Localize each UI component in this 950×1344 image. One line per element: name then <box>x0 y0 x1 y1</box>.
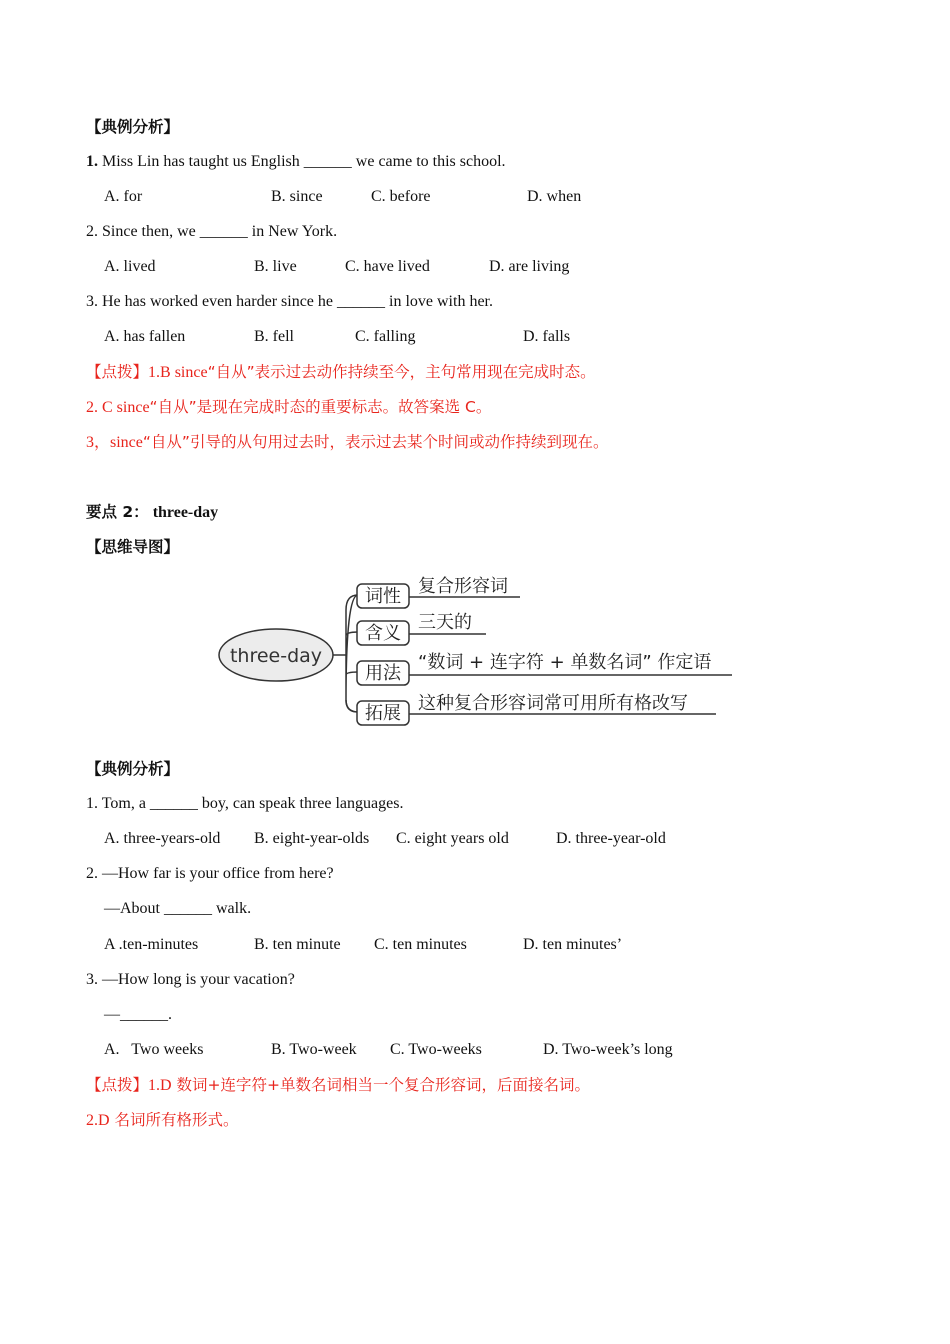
question-text: Miss Lin has taught us English ______ we came to this school. <box>102 153 506 170</box>
option-1d: D. when <box>527 188 582 205</box>
question-number: 3. <box>86 293 98 310</box>
option-2c: C. have lived <box>345 258 430 275</box>
hint-ref: 2. C since <box>86 399 150 416</box>
branch-text: 复合形容词 <box>418 576 508 597</box>
hint-body: 名词所有格形式。 <box>109 1111 239 1129</box>
branch-text: “数词 + 连字符 + 单数名词” 作定语 <box>418 652 712 673</box>
hint-ref: 1.B since <box>148 364 208 381</box>
question-3 <box>86 292 493 312</box>
mind-map <box>210 570 750 735</box>
option-2-3a: A. Two weeks <box>104 1041 204 1058</box>
hint-ref: 1.D <box>148 1077 172 1094</box>
hint-lead: 【点拨】 <box>86 363 149 381</box>
hint-body: “自从”引导的从句用过去时，表示过去某个时间或动作持续到现在。 <box>142 433 609 451</box>
option-1a: A. for <box>104 188 143 205</box>
option-2-1d: D. three-year-old <box>556 830 666 847</box>
hint-2-1 <box>86 1075 590 1096</box>
mind-map-branch-extension <box>357 693 716 725</box>
question-2-3: 3. —How long is your vacation? <box>86 971 295 988</box>
option-3a: A. has fallen <box>104 328 186 345</box>
hint-ref: 2.D <box>86 1112 110 1129</box>
hint-lead: 【点拨】 <box>86 1076 149 1094</box>
hint-ref: 3，since <box>86 434 143 451</box>
question-text: He has worked even harder since he ______ in love with her. <box>102 293 493 310</box>
option-2-1a: A. three-years-old <box>104 830 221 847</box>
option-2-2d: D. ten minutes’ <box>523 936 623 953</box>
point-2-title <box>86 502 218 523</box>
option-3b: B. fell <box>254 328 294 345</box>
branch-text: 三天的 <box>418 612 472 633</box>
hint-1 <box>86 362 596 383</box>
option-2-3c: C. Two-weeks <box>390 1041 482 1058</box>
branch-tag: 用法 <box>365 663 401 684</box>
option-2b: B. live <box>254 258 297 275</box>
mind-map-center-text: three-day <box>229 645 323 667</box>
option-2a: A. lived <box>104 258 156 275</box>
option-2-2a: A .ten-minutes <box>104 936 199 953</box>
hint-3 <box>86 432 608 453</box>
branch-tag: 词性 <box>365 586 401 607</box>
question-2-2: 2. —How far is your office from here? <box>86 865 334 882</box>
question-number: 2. <box>86 223 98 240</box>
question-2 <box>86 222 337 242</box>
branch-text: 这种复合形容词常可用所有格改写 <box>418 693 688 714</box>
hint-2-2 <box>86 1110 239 1131</box>
option-2-1c: C. eight years old <box>396 830 509 847</box>
question-text: Since then, we ______ in New York. <box>102 223 338 240</box>
section-heading-mind-map: 【思维导图】 <box>86 538 180 556</box>
point-label: 要点 2： <box>86 503 149 521</box>
option-3d: D. falls <box>523 328 571 345</box>
answer-line-2-2: —About ______ walk. <box>104 900 252 917</box>
hint-body: “自从”是现在完成时态的重要标志。故答案选 C。 <box>149 398 492 416</box>
section-heading-example-analysis-2: 【典例分析】 <box>86 760 180 778</box>
hint-2 <box>86 397 491 418</box>
point-word: three-day <box>152 504 219 521</box>
option-2-3b: B. Two-week <box>271 1041 357 1058</box>
question-2-1: 1. Tom, a ______ boy, can speak three languages. <box>86 795 404 812</box>
option-2d: D. are living <box>489 258 570 275</box>
option-1b: B. since <box>271 188 323 205</box>
option-2-2c: C. ten minutes <box>374 936 467 953</box>
answer-line-2-3: —______. <box>104 1006 172 1023</box>
question-number: 1. <box>86 153 98 170</box>
mind-map-branch-usage <box>357 652 732 685</box>
mind-map-branch-part-of-speech <box>357 576 520 608</box>
option-2-3d: D. Two-week’s long <box>543 1041 673 1058</box>
hint-body: “自从”表示过去动作持续至今，主句常用现在完成时态。 <box>207 363 596 381</box>
hint-body: 数词+连字符+单数名词相当一个复合形容词，后面接名词。 <box>171 1076 590 1094</box>
option-2-1b: B. eight-year-olds <box>254 830 370 847</box>
question-1 <box>86 152 506 172</box>
option-2-2b: B. ten minute <box>254 936 341 953</box>
option-1c: C. before <box>371 188 431 205</box>
mind-map-connectors <box>333 595 358 712</box>
branch-tag: 拓展 <box>365 703 401 724</box>
option-3c: C. falling <box>355 328 416 345</box>
mind-map-branch-meaning <box>357 612 486 645</box>
section-heading-example-analysis-1: 【典例分析】 <box>86 118 180 136</box>
branch-tag: 含义 <box>365 623 401 644</box>
